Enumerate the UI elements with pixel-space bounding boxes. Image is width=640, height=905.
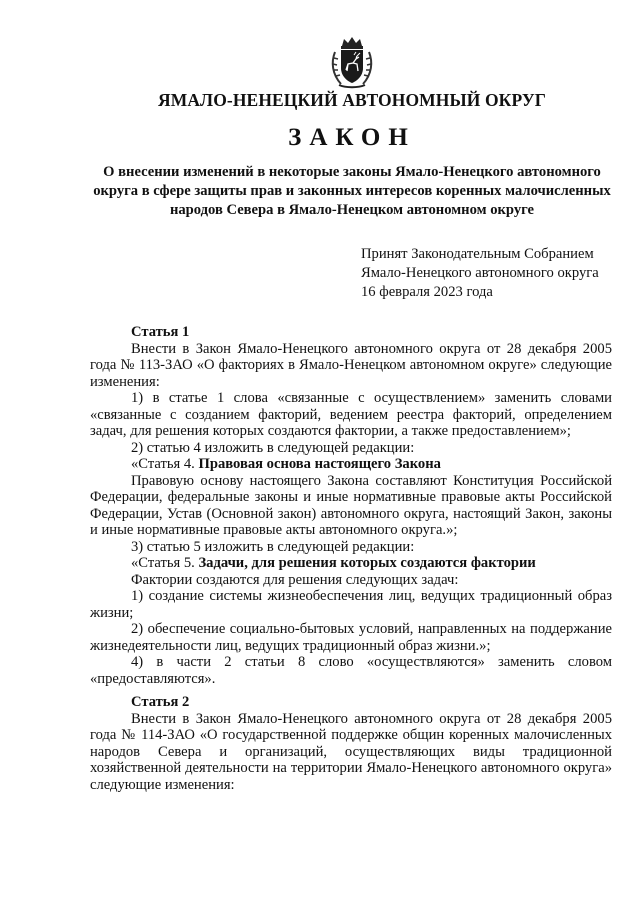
article-4-heading: [90, 456, 612, 473]
article-5-heading: [90, 555, 612, 572]
article-2: [90, 694, 612, 793]
article-1-item-4: 4) в части 2 статьи 8 слово «осуществляются» заменить словом «предоставляются».: [90, 654, 612, 687]
article-5-item-2: 2) обеспечение социально-бытовых условий, направленных на поддержание жизнедеятельности лиц, ведущих традиционный образ жизни.»;: [90, 621, 612, 654]
article-1-item-3: 3) статью 5 изложить в следующей редакции:: [131, 538, 415, 555]
article-2-heading: Статья 2: [131, 694, 190, 710]
coat-of-arms-icon: [329, 34, 375, 90]
adoption-line-2: Ямало-Ненецкого автономного округа: [361, 265, 599, 281]
article-1-intro: Внести в Закон Ямало-Ненецкого автономного округа от 28 декабря 2005 года № 113-ЗАО «О факториях в Ямало-Ненецком автономном округе» следующие изменения:: [90, 340, 612, 390]
law-subject-title: О внесении изменений в некоторые законы Ямало-Ненецкого автономного округа в сфере защиты прав и законных интересов коренных малочисленных народов Севера в Ямало-Ненецком автономном округе: [93, 164, 611, 218]
article-2-intro: Внести в Закон Ямало-Ненецкого автономного округа от 28 декабря 2005 года № 114-ЗАО «О государственной поддержке общин коренных малочисленных народов Севера и организаций, осуществляющих виды традиционной хозяйственной деятельности на территории Ямало-Ненецкого автономного округа» следующие изменения:: [90, 710, 612, 793]
adoption-note: [361, 245, 631, 302]
article-5-prefix: «Статья 5.: [131, 555, 199, 571]
article-1-heading: Статья 1: [131, 324, 190, 340]
adoption-date: 16 февраля 2023 года: [361, 284, 493, 300]
article-1: [90, 324, 612, 687]
article-5-title: Задачи, для решения которых создаются фактории: [198, 555, 536, 571]
adoption-line-1: Принят Законодательным Собранием: [361, 246, 594, 262]
article-1-item-2: 2) статью 4 изложить в следующей редакции:: [131, 439, 415, 456]
article-5-item-1: 1) создание системы жизнеобеспечения лиц, ведущих традиционный образ жизни;: [90, 588, 612, 621]
article-4-title: Правовая основа настоящего Закона: [198, 456, 441, 472]
article-4-text: Правовую основу настоящего Закона составляют Конституция Российской Федерации, федеральные законы и иные нормативные правовые акты Российской Федерации, Устав (Основной закон) автономного округа, настоящий Закон, законы и иные нормативные правовые акты автономного округа.»;: [90, 472, 612, 538]
region-heading: ЯМАЛО-НЕНЕЦКИЙ АВТОНОМНЫЙ ОКРУГ: [157, 90, 547, 110]
article-5-intro: Фактории создаются для решения следующих задач:: [131, 571, 459, 588]
article-4-prefix: «Статья 4.: [131, 456, 199, 472]
article-1-item-1: 1) в статье 1 слова «связанные с осуществлением» заменить словами «связанные с созданием факторий, ведением реестра факторий, определением задач, для решения которых создаются фактории, а также предоставлением»;: [90, 390, 612, 439]
document-type-title: ЗАКОН: [288, 124, 416, 151]
